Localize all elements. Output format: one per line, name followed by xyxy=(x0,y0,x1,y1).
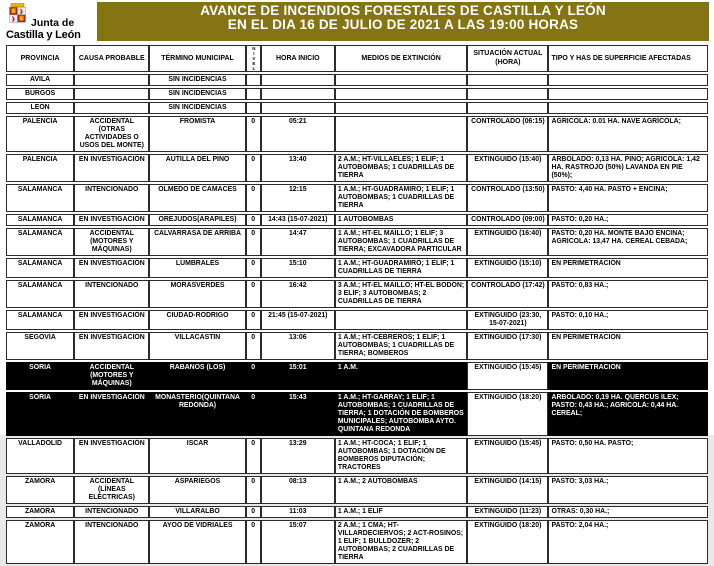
table-row xyxy=(6,280,708,308)
cell-medios-extincion: 3 A.M.; HT-EL MAILLO; HT-EL BODÓN; 3 ELIF; 3 AUTOBOMBAS; 2 CUADRILLAS DE TIERRA xyxy=(335,280,467,308)
col-header-nivel: NIVEL xyxy=(246,45,261,72)
cell-superficie-afectada: PASTO: 4,40 HA. PASTO + ENCINA; xyxy=(548,184,708,212)
cell-hora-inicio: 16:42 xyxy=(261,280,335,308)
cell-termino-municipal: OREJUDOS(ARAPILES) xyxy=(149,214,245,226)
cell-causa-probable: ACCIDENTAL (OTRAS ACTIVIDADES O USOS DEL MONTE) xyxy=(74,116,149,152)
table-row xyxy=(6,310,708,330)
cell-situacion-actual: CONTROLADO (06:15) xyxy=(467,116,548,152)
cell-termino-municipal: CALVARRASA DE ARRIBA xyxy=(149,228,245,256)
cell-situacion-actual: EXTINGUIDO (15:40) xyxy=(467,154,548,182)
cell-provincia: PALENCIA xyxy=(6,154,74,182)
cell-hora-inicio: 13:06 xyxy=(261,332,335,360)
cell-superficie-afectada: PASTO: 0,20 HA.; xyxy=(548,214,708,226)
cell-hora-inicio xyxy=(261,102,335,114)
cell-medios-extincion: 1 A.M.; HT-EL MAILLO; 1 ELIF; 3 AUTOBOMBAS; 1 CUADRILLAS DE TIERRA; EXCAVADORA PARTICULAR xyxy=(335,228,467,256)
cell-causa-probable: EN INVESTIGACIÓN xyxy=(74,214,149,226)
cell-situacion-actual: EXTINGUIDO (15:10) xyxy=(467,258,548,278)
cell-hora-inicio: 13:40 xyxy=(261,154,335,182)
cell-nivel xyxy=(246,102,261,114)
cell-medios-extincion: 1 A.M.; HT-COCA; 1 ELIF; 1 AUTOBOMBAS; 1 DOTACIÓN DE BOMBEROS DIPUTACIÓN; TRACTORES xyxy=(335,438,467,474)
table-row xyxy=(6,392,708,436)
table-row xyxy=(6,476,708,504)
table-row xyxy=(6,362,708,390)
cell-medios-extincion xyxy=(335,310,467,330)
cell-medios-extincion: 2 A.M.; HT-VILLAELES; 1 ELIF; 1 AUTOBOMBAS; 1 CUADRILLAS DE TIERRA xyxy=(335,154,467,182)
cell-superficie-afectada: AGRICOLA: 0.01 HA. NAVE AGRÍCOLA; xyxy=(548,116,708,152)
cell-nivel: 0 xyxy=(246,184,261,212)
cell-causa-probable: ACCIDENTAL (LÍNEAS ELÉCTRICAS) xyxy=(74,476,149,504)
cell-provincia: SALAMANCA xyxy=(6,228,74,256)
cell-causa-probable xyxy=(74,102,149,114)
cell-termino-municipal: MONASTERIO(QUINTANA REDONDA) xyxy=(149,392,245,436)
cell-provincia: SALAMANCA xyxy=(6,258,74,278)
table-row xyxy=(6,102,708,114)
cell-superficie-afectada: PASTO: 2,04 HA.; xyxy=(548,520,708,564)
cell-situacion-actual xyxy=(467,88,548,100)
cell-causa-probable: ACCIDENTAL (MOTORES Y MÁQUINAS) xyxy=(74,362,149,390)
table-row xyxy=(6,506,708,518)
table-row xyxy=(6,214,708,226)
cell-medios-extincion: 1 A.M.; 1 ELIF xyxy=(335,506,467,518)
fires-table-body xyxy=(6,74,708,564)
cell-superficie-afectada: EN PERIMETRACIÓN xyxy=(548,258,708,278)
cell-situacion-actual: EXTINGUIDO (18:20) xyxy=(467,520,548,564)
cell-medios-extincion: 1 A.M.; HT-CEBREROS; 1 ELIF; 1 AUTOBOMBAS; 1 CUADRILLAS DE TIERRA; BOMBEROS xyxy=(335,332,467,360)
table-row xyxy=(6,438,708,474)
cell-provincia: SORIA xyxy=(6,362,74,390)
cell-superficie-afectada: OTRAS: 0,30 HA.; xyxy=(548,506,708,518)
cell-medios-extincion: 1 A.M.; HT-GUADRAMIRO; 1 ELIF; 1 CUADRILLAS DE TIERRA xyxy=(335,258,467,278)
cell-causa-probable: EN INVESTIGACIÓN xyxy=(74,332,149,360)
cell-nivel xyxy=(246,74,261,86)
cell-termino-municipal: AYOO DE VIDRIALES xyxy=(149,520,245,564)
cell-superficie-afectada: PASTO: 0,83 HA.; xyxy=(548,280,708,308)
cell-causa-probable: INTENCIONADO xyxy=(74,280,149,308)
cell-situacion-actual: EXTINGUIDO (17:30) xyxy=(467,332,548,360)
junta-castilla-leon-crest-icon xyxy=(6,3,29,29)
cell-termino-municipal: VILLARALBO xyxy=(149,506,245,518)
cell-nivel: 0 xyxy=(246,116,261,152)
cell-medios-extincion: 1 A.M.; 2 AUTOBOMBAS xyxy=(335,476,467,504)
cell-causa-probable: EN INVESTIGACIÓN xyxy=(74,310,149,330)
cell-superficie-afectada: PASTO: 0,10 HA.; xyxy=(548,310,708,330)
cell-nivel: 0 xyxy=(246,362,261,390)
cell-termino-municipal: ISCAR xyxy=(149,438,245,474)
cell-nivel: 0 xyxy=(246,438,261,474)
cell-superficie-afectada: PASTO: 0,50 HA. PASTO; xyxy=(548,438,708,474)
cell-situacion-actual: EXTINGUIDO (16:40) xyxy=(467,228,548,256)
cell-situacion-actual: EXTINGUIDO (14:15) xyxy=(467,476,548,504)
cell-hora-inicio xyxy=(261,74,335,86)
cell-medios-extincion: 1 AUTOBOMBAS xyxy=(335,214,467,226)
cell-situacion-actual: EXTINGUIDO (15:45) xyxy=(467,438,548,474)
cell-medios-extincion: 1 A.M. xyxy=(335,362,467,390)
cell-superficie-afectada xyxy=(548,74,708,86)
report-header xyxy=(5,2,709,41)
report-title-line2: EN EL DIA 16 DE JULIO DE 2021 A LAS 19:00 HORAS xyxy=(227,17,579,33)
cell-situacion-actual: EXTINGUIDO (18:20) xyxy=(467,392,548,436)
table-row xyxy=(6,184,708,212)
cell-nivel: 0 xyxy=(246,154,261,182)
fires-table xyxy=(6,43,708,566)
cell-medios-extincion: 2 A.M.; 1 CMA; HT-VILLARDECIERVOS; 2 ACT-ROSINOS; 1 ELIF; 1 BULLDOZER; 2 AUTOBOMBAS; 2 CUADRILLAS DE TIERRA xyxy=(335,520,467,564)
cell-causa-probable xyxy=(74,74,149,86)
cell-nivel: 0 xyxy=(246,476,261,504)
cell-provincia: ZAMORA xyxy=(6,476,74,504)
cell-situacion-actual: EXTINGUIDO (23:30, 15-07-2021) xyxy=(467,310,548,330)
cell-causa-probable xyxy=(74,88,149,100)
cell-termino-municipal: RABANOS (LOS) xyxy=(149,362,245,390)
cell-medios-extincion xyxy=(335,74,467,86)
cell-medios-extincion xyxy=(335,116,467,152)
table-row xyxy=(6,88,708,100)
cell-hora-inicio xyxy=(261,88,335,100)
cell-hora-inicio: 08:13 xyxy=(261,476,335,504)
cell-nivel: 0 xyxy=(246,310,261,330)
cell-superficie-afectada: EN PERIMETRACIÓN xyxy=(548,332,708,360)
cell-causa-probable: INTENCIONADO xyxy=(74,506,149,518)
col-header-hora: HORA INICIO xyxy=(261,45,335,72)
cell-termino-municipal: LUMBRALES xyxy=(149,258,245,278)
cell-causa-probable: ACCIDENTAL (MOTORES Y MÁQUINAS) xyxy=(74,228,149,256)
cell-provincia: SEGOVIA xyxy=(6,332,74,360)
cell-nivel: 0 xyxy=(246,392,261,436)
logo-text-line2: Castilla y León xyxy=(6,29,81,41)
cell-hora-inicio: 14:47 xyxy=(261,228,335,256)
cell-superficie-afectada: PASTO: 0,20 HA. MONTE BAJO ENCINA; AGRICOLA: 13,47 HA. CEREAL CEBADA; xyxy=(548,228,708,256)
cell-provincia: VALLADOLID xyxy=(6,438,74,474)
cell-causa-probable: EN INVESTIGACIÓN xyxy=(74,154,149,182)
cell-medios-extincion xyxy=(335,88,467,100)
cell-provincia: SALAMANCA xyxy=(6,184,74,212)
col-header-tipo: TIPO Y HAS DE SUPERFICIE AFECTADAS xyxy=(548,45,708,72)
cell-provincia: PALENCIA xyxy=(6,116,74,152)
cell-termino-municipal: SIN INCIDENCIAS xyxy=(149,102,245,114)
cell-situacion-actual: EXTINGUIDO (15:45) xyxy=(467,362,548,390)
cell-superficie-afectada: ARBOLADO: 0,13 HA. PINO; AGRICOLA: 1,42 HA. RASTROJO (50%) LAVANDA EN PIE (50%); xyxy=(548,154,708,182)
cell-termino-municipal: OLMEDO DE CAMACES xyxy=(149,184,245,212)
col-header-situacion: SITUACIÓN ACTUAL (HORA) xyxy=(467,45,548,72)
cell-termino-municipal: CIUDAD-RODRIGO xyxy=(149,310,245,330)
cell-nivel xyxy=(246,88,261,100)
cell-causa-probable: EN INVESTIGACIÓN xyxy=(74,392,149,436)
col-header-termino: TÉRMINO MUNICIPAL xyxy=(149,45,245,72)
title-band xyxy=(97,2,709,41)
cell-provincia: SALAMANCA xyxy=(6,310,74,330)
cell-hora-inicio: 15:01 xyxy=(261,362,335,390)
table-row xyxy=(6,74,708,86)
cell-termino-municipal: SIN INCIDENCIAS xyxy=(149,74,245,86)
cell-superficie-afectada: ARBOLADO: 0,19 HA. QUERCUS ILEX; PASTO: 0,43 HA.; AGRICOLA: 0,44 HA. CEREAL; xyxy=(548,392,708,436)
cell-nivel: 0 xyxy=(246,280,261,308)
cell-termino-municipal: ASPARIEGOS xyxy=(149,476,245,504)
table-row xyxy=(6,116,708,152)
cell-causa-probable: EN INVESTIGACIÓN xyxy=(74,438,149,474)
cell-nivel: 0 xyxy=(246,228,261,256)
logo-text-line1: Junta de xyxy=(31,16,75,29)
cell-provincia: SALAMANCA xyxy=(6,214,74,226)
cell-superficie-afectada xyxy=(548,88,708,100)
table-row xyxy=(6,520,708,564)
cell-situacion-actual xyxy=(467,74,548,86)
table-row xyxy=(6,258,708,278)
cell-termino-municipal: FROMISTA xyxy=(149,116,245,152)
cell-nivel: 0 xyxy=(246,506,261,518)
cell-situacion-actual: CONTROLADO (09:00) xyxy=(467,214,548,226)
cell-provincia: SORIA xyxy=(6,392,74,436)
col-header-provincia: PROVINCIA xyxy=(6,45,74,72)
cell-provincia: ZAMORA xyxy=(6,520,74,564)
cell-provincia: AVILA xyxy=(6,74,74,86)
table-row xyxy=(6,332,708,360)
cell-causa-probable: INTENCIONADO xyxy=(74,520,149,564)
cell-superficie-afectada: PASTO: 3,03 HA.; xyxy=(548,476,708,504)
cell-termino-municipal: SIN INCIDENCIAS xyxy=(149,88,245,100)
cell-provincia: ZAMORA xyxy=(6,506,74,518)
cell-causa-probable: EN INVESTIGACIÓN xyxy=(74,258,149,278)
col-header-medios: MEDIOS DE EXTINCIÓN xyxy=(335,45,467,72)
cell-hora-inicio: 14:43 (15-07-2021) xyxy=(261,214,335,226)
cell-hora-inicio: 11:03 xyxy=(261,506,335,518)
cell-hora-inicio: 13:29 xyxy=(261,438,335,474)
cell-situacion-actual: CONTROLADO (17:42) xyxy=(467,280,548,308)
fires-table-header xyxy=(6,45,708,72)
cell-provincia: SALAMANCA xyxy=(6,280,74,308)
cell-provincia: BURGOS xyxy=(6,88,74,100)
junta-logo xyxy=(5,2,97,41)
cell-hora-inicio: 15:43 xyxy=(261,392,335,436)
cell-termino-municipal: AUTILLA DEL PINO xyxy=(149,154,245,182)
cell-nivel: 0 xyxy=(246,214,261,226)
cell-termino-municipal: MORASVERDES xyxy=(149,280,245,308)
cell-situacion-actual xyxy=(467,102,548,114)
cell-hora-inicio: 05:21 xyxy=(261,116,335,152)
cell-situacion-actual: CONTROLADO (13:50) xyxy=(467,184,548,212)
report-title-line1: AVANCE DE INCENDIOS FORESTALES DE CASTILLA Y LEÓN xyxy=(200,3,606,18)
cell-medios-extincion: 1 A.M.; HT-GARRAY; 1 ELIF; 1 AUTOBOMBAS; 1 CUADRILLAS DE TIERRA; 1 DOTACIÓN DE BOMBEROS MUNICIPALES; AUTOBOMBA AYTO. QUINTANA REDONDA xyxy=(335,392,467,436)
cell-nivel: 0 xyxy=(246,332,261,360)
cell-superficie-afectada xyxy=(548,102,708,114)
table-row xyxy=(6,228,708,256)
cell-provincia: LEÓN xyxy=(6,102,74,114)
cell-termino-municipal: VILLACASTIN xyxy=(149,332,245,360)
cell-medios-extincion: 1 A.M.; HT-GUADRAMIRO; 1 ELIF; 1 AUTOBOMBAS; 1 CUADRILLAS DE TIERRA xyxy=(335,184,467,212)
col-header-causa: CAUSA PROBABLE xyxy=(74,45,149,72)
cell-hora-inicio: 15:10 xyxy=(261,258,335,278)
cell-hora-inicio: 21:45 (15-07-2021) xyxy=(261,310,335,330)
cell-hora-inicio: 15:07 xyxy=(261,520,335,564)
cell-situacion-actual: EXTINGUIDO (11:23) xyxy=(467,506,548,518)
cell-superficie-afectada: EN PERIMETRACIÓN xyxy=(548,362,708,390)
cell-nivel: 0 xyxy=(246,258,261,278)
table-row xyxy=(6,154,708,182)
cell-hora-inicio: 12:15 xyxy=(261,184,335,212)
cell-causa-probable: INTENCIONADO xyxy=(74,184,149,212)
cell-nivel: 0 xyxy=(246,520,261,564)
cell-medios-extincion xyxy=(335,102,467,114)
